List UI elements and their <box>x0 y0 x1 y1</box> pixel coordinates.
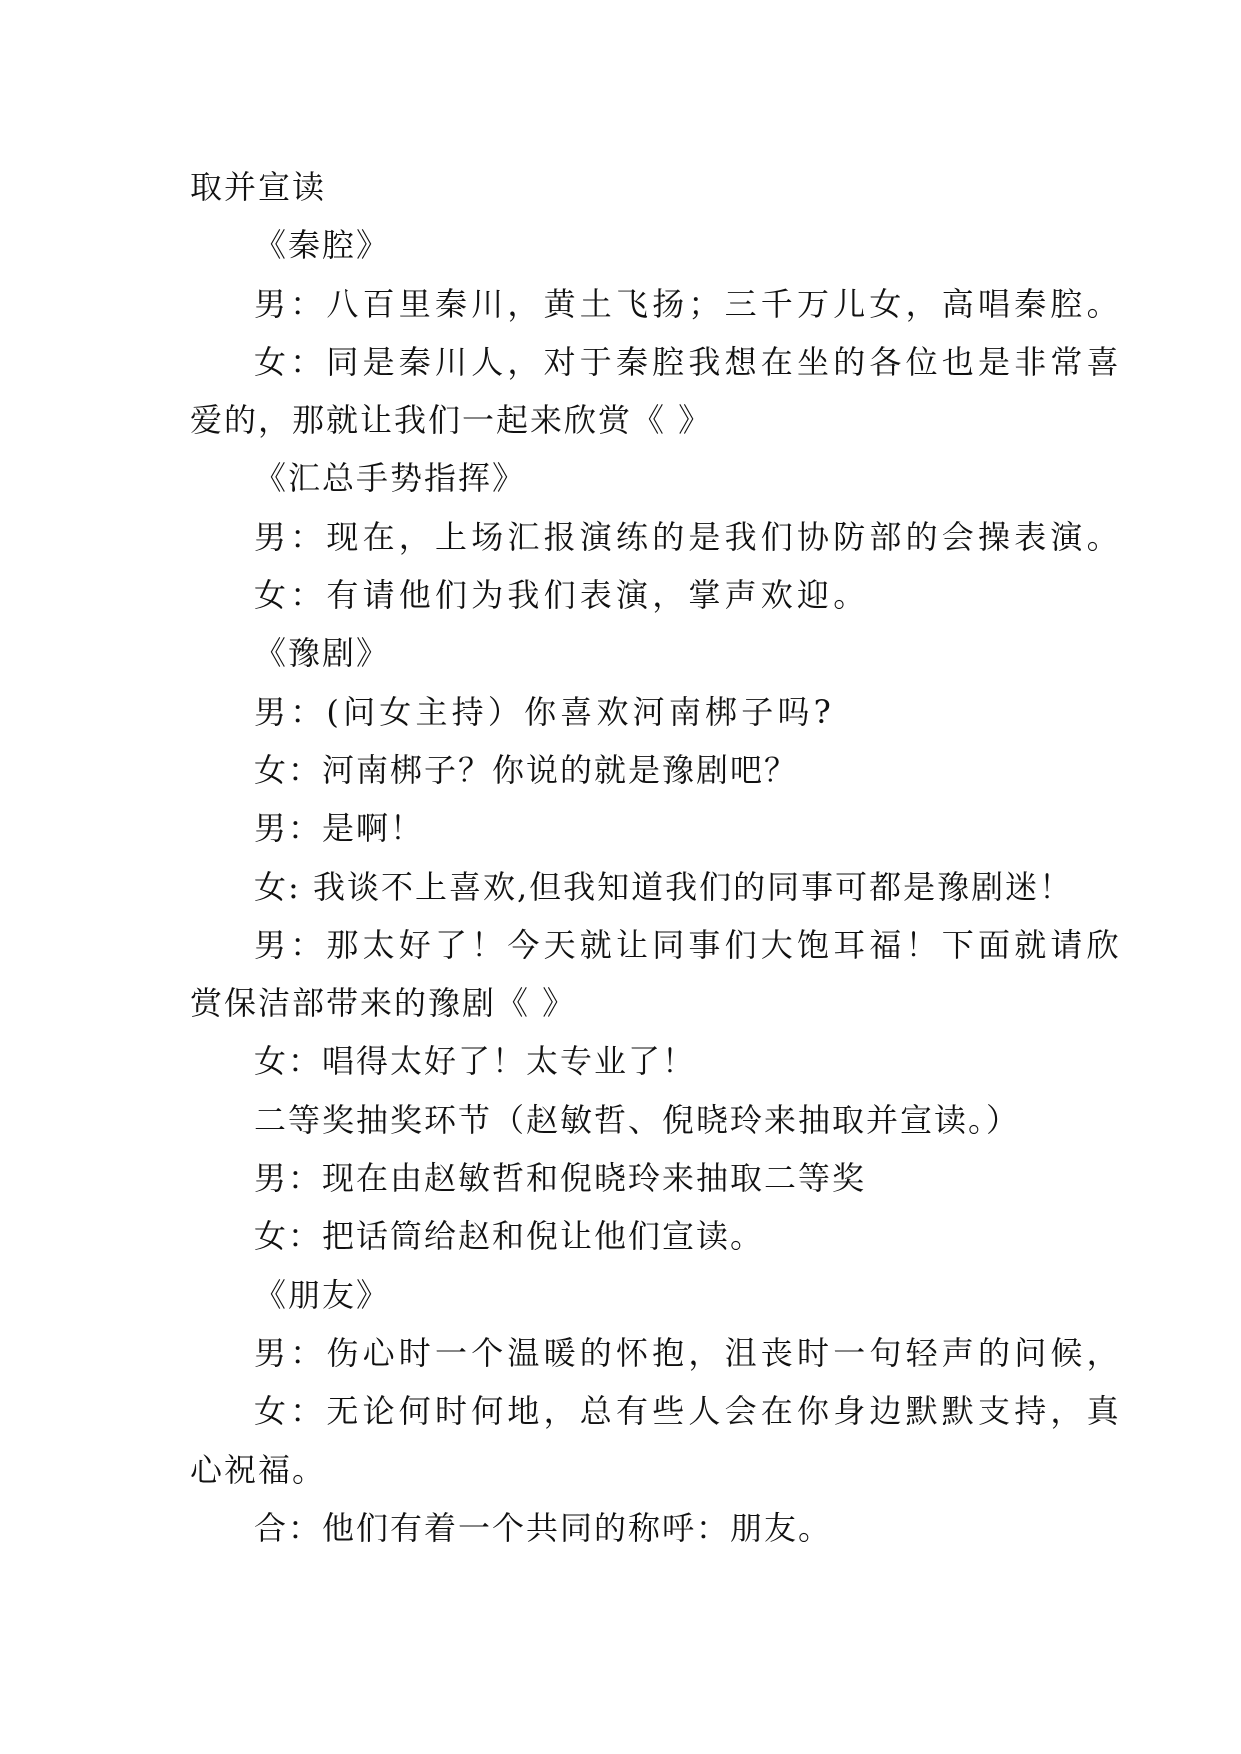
text-line: 女：把话筒给赵和倪让他们宣读。 <box>254 1217 765 1256</box>
text-line: 取并宣读 <box>190 168 327 206</box>
text-line: 女：有请他们为我们表演，掌声欢迎。 <box>254 576 870 615</box>
text-line: 男：是啊！ <box>254 809 425 848</box>
text-line: 爱的，那就让我们一起来欣赏《 》 <box>190 401 713 440</box>
document-body <box>190 158 1123 1557</box>
text-line: 男：现在，上场汇报演练的是我们协防部的会操表演。 <box>254 517 1123 556</box>
section-title-gesture: 《汇总手势指挥》 <box>254 459 527 498</box>
text-line: 二等奖抽奖环节（赵敏哲、倪晓玲来抽取并宣读。） <box>254 1100 1021 1139</box>
section-title-qinqiang: 《秦腔》 <box>254 226 391 265</box>
section-title-yuju: 《豫剧》 <box>254 634 391 673</box>
text-line: 男：(问女主持）你喜欢河南梆子吗? <box>254 692 836 731</box>
text-line: 心祝福。 <box>190 1450 327 1489</box>
text-line: 女: 我谈不上喜欢,但我知道我们的同事可都是豫剧迷！ <box>254 867 1074 906</box>
text-line: 女：同是秦川人，对于秦腔我想在坐的各位也是非常喜 <box>254 342 1123 381</box>
text-line: 女：河南梆子？你说的就是豫剧吧？ <box>254 750 799 789</box>
text-line: 赏保洁部带来的豫剧《 》 <box>190 984 577 1023</box>
text-line: 男：八百里秦川，黄土飞扬；三千万儿女，高唱秦腔。 <box>254 284 1123 323</box>
text-line: 女：唱得太好了！太专业了！ <box>254 1042 697 1081</box>
text-line: 女：无论何时何地，总有些人会在你身边默默支持，真 <box>254 1392 1123 1431</box>
text-line: 合：他们有着一个共同的称呼：朋友。 <box>254 1508 833 1547</box>
section-title-friends: 《朋友》 <box>254 1275 391 1314</box>
text-line: 男：伤心时一个温暖的怀抱，沮丧时一句轻声的问候， <box>254 1333 1123 1372</box>
text-line: 男：那太好了！今天就让同事们大饱耳福！下面就请欣 <box>254 925 1123 964</box>
text-line: 男：现在由赵敏哲和倪晓玲来抽取二等奖 <box>254 1159 867 1198</box>
